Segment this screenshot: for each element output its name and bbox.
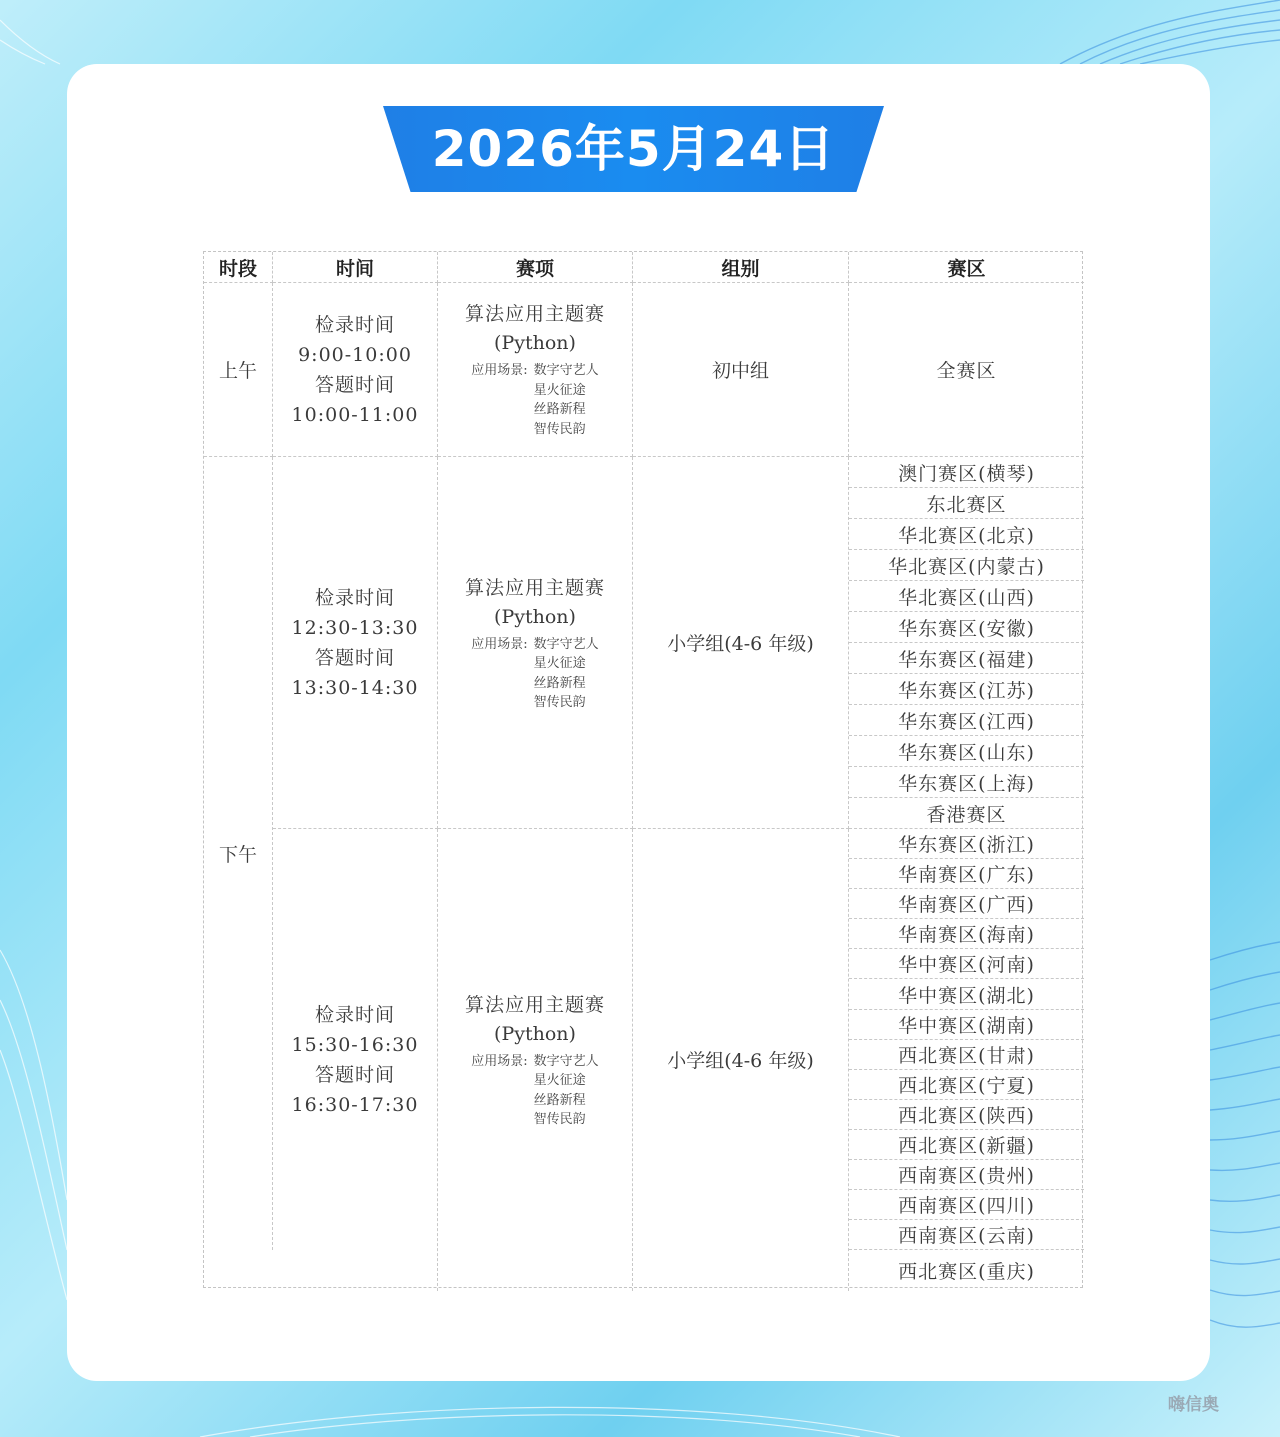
scenario-item: 数字守艺人 [533,1053,599,1069]
session-3-group: 小学组(4-6 年级) [633,829,849,1291]
scenario-item: 智传民韵 [533,421,586,437]
scenario-item: 智传民韵 [533,695,586,710]
scenario-item: 智传民韵 [533,1112,586,1128]
region-cell: 华中赛区(湖南) [849,1010,1084,1040]
schedule-table [203,251,1083,1288]
scenario-block [471,361,598,439]
scenario-item: 数字守艺人 [533,363,599,378]
event-name: 算法应用主题赛 [464,576,605,599]
region-cell: 西北赛区(甘肃) [849,1040,1084,1070]
event-name: 算法应用主题赛 [464,303,605,325]
scenario-item: 星火征途 [533,1073,586,1089]
region-cell: 澳门赛区(横琴) [849,457,1084,488]
region-cell: 华东赛区(山东) [849,736,1084,767]
event-language: (Python) [494,1022,576,1045]
session-1-time [273,283,438,457]
checkin-time: 12:30-13:30 [291,616,419,639]
date-title: 2026年5月24日 [431,120,836,178]
session-1-event [438,283,633,457]
scenario-item: 数字守艺人 [533,636,599,652]
region-cell: 西北赛区(新疆) [849,1130,1084,1160]
session-3-time [273,829,438,1291]
answer-label: 答题时间 [314,646,395,669]
scenario-label: 应用场景: [471,363,528,378]
session-3-event [438,829,633,1291]
session-2-time [273,457,438,829]
watermark-logo: 嗨信奥 [1168,1395,1219,1415]
header-region: 赛区 [849,252,1084,283]
answer-label: 答题时间 [314,373,395,396]
event-name: 算法应用主题赛 [464,993,605,1016]
region-cell: 华北赛区(山西) [849,581,1084,612]
region-cell: 华中赛区(湖北) [849,979,1084,1009]
session-1-group: 初中组 [633,283,849,457]
header-group: 组别 [633,252,849,283]
checkin-label: 检录时间 [314,586,395,609]
region-cell: 华东赛区(浙江) [849,829,1084,859]
scenario-label: 应用场景: [471,1053,528,1069]
region-cell: 华南赛区(广东) [849,859,1084,889]
event-language: (Python) [494,605,576,628]
region-cell: 华中赛区(河南) [849,949,1084,979]
region-cell: 华北赛区(内蒙古) [849,550,1084,581]
scenario-label: 应用场景: [471,636,528,652]
answer-time: 13:30-14:30 [291,676,419,699]
header-time: 时间 [273,252,438,283]
region-cell: 全赛区 [849,283,1084,457]
region-cell: 华东赛区(江西) [849,705,1084,736]
region-cell: 东北赛区 [849,488,1084,519]
checkin-label: 检录时间 [314,313,395,336]
checkin-time: 15:30-16:30 [291,1033,419,1056]
region-cell: 西北赛区(重庆) [898,1261,1035,1284]
scenario-item: 丝路新程 [533,402,586,417]
session-2-group: 小学组(4-6 年级) [633,457,849,829]
region-cell: 华东赛区(上海) [849,767,1084,798]
region-cell: 西南赛区(贵州) [849,1160,1084,1190]
checkin-time: 9:00-10:00 [298,343,412,366]
region-cell: 华东赛区(安徽) [849,612,1084,643]
answer-label: 答题时间 [314,1063,395,1086]
answer-time: 10:00-11:00 [291,403,419,426]
header-event: 赛项 [438,252,633,283]
scenario-item: 丝路新程 [533,1092,586,1108]
region-cell: 华东赛区(福建) [849,643,1084,674]
period-afternoon: 下午 [204,457,273,1250]
region-cell: 华北赛区(北京) [849,519,1084,550]
scenario-block [471,1052,598,1130]
region-cell: 华南赛区(广西) [849,889,1084,919]
region-cell: 西南赛区(云南) [849,1220,1084,1250]
scenario-item: 星火征途 [533,656,586,671]
region-cell: 华南赛区(海南) [849,919,1084,949]
checkin-label: 检录时间 [314,1003,395,1026]
scenario-block [471,635,598,713]
answer-time: 16:30-17:30 [291,1093,419,1116]
region-cell: 西北赛区(宁夏) [849,1070,1084,1100]
region-cell: 西北赛区(陕西) [849,1100,1084,1130]
region-cell: 华东赛区(江苏) [849,674,1084,705]
region-cell: 香港赛区 [849,798,1084,829]
header-period: 时段 [204,252,273,283]
region-cell: 西南赛区(四川) [849,1190,1084,1220]
scenario-item: 丝路新程 [533,675,586,691]
period-morning: 上午 [204,283,273,457]
session-2-event [438,457,633,829]
event-language: (Python) [494,332,576,354]
scenario-item: 星火征途 [533,382,586,398]
